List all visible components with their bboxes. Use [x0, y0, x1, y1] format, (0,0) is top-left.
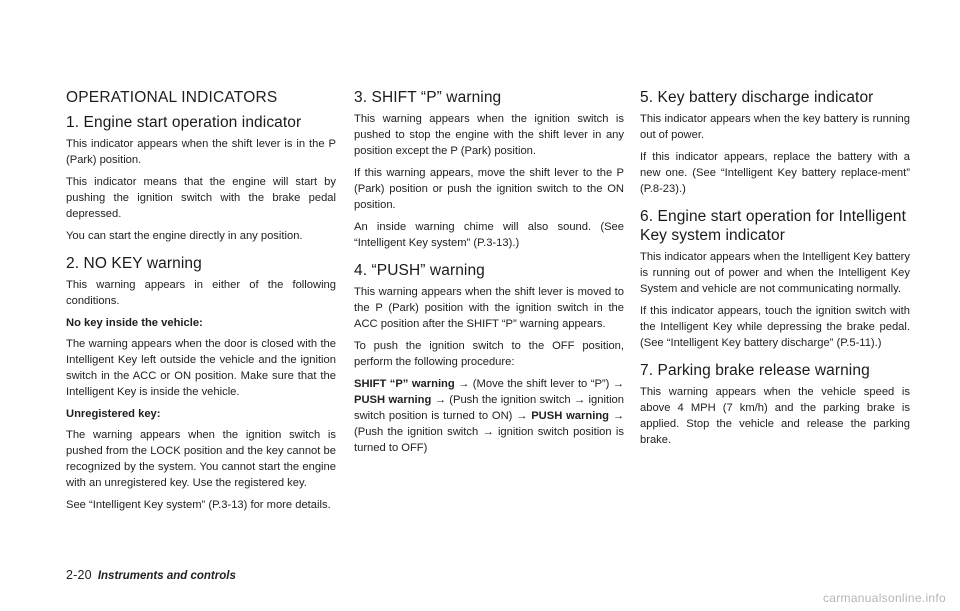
section-title-push: 4. “PUSH” warning: [354, 262, 485, 279]
sequence-step-bold: PUSH warning: [531, 410, 609, 422]
section-title-key-battery: 5. Key battery discharge indicator: [640, 89, 874, 106]
paragraph: The warning appears when the ignition switch is pushed from the LOCK position and the key cannot be recognized by the system. You cannot start the engine with an unregistered key. Use the registered key.: [66, 429, 336, 489]
paragraph: This warning appears when the ignition switch is pushed to stop the engine with the shift lever in any position except the P (Park) position.: [354, 113, 624, 157]
paragraph: If this warning appears, move the shift lever to the P (Park) position or push the ignition switch to the ON position.: [354, 167, 624, 211]
page-footer: [66, 568, 236, 582]
page-heading: OPERATIONAL INDICATORS: [66, 89, 278, 106]
sequence-step-bold: SHIFT “P” warning: [354, 378, 455, 390]
subheading-no-key-inside: No key inside the vehicle:: [66, 317, 203, 329]
paragraph: This indicator means that the engine will start by pushing the ignition switch with the brake pedal depressed.: [66, 176, 336, 220]
paragraph: This indicator appears when the key battery is running out of power.: [640, 113, 910, 141]
paragraph: If this indicator appears, replace the battery with a new one. (See “Intelligent Key battery replace-ment” (P.8-23).): [640, 151, 910, 195]
sequence-text: → (Push the ignition switch → ignition switch position is turned to ON) →: [354, 394, 625, 422]
paragraph: See “Intelligent Key system” (P.3-13) for more details.: [66, 499, 331, 511]
section-title-parking-brake: 7. Parking brake release warning: [640, 362, 870, 379]
chapter-title: Instruments and controls: [97, 570, 236, 582]
sequence-text: → (Push the ignition switch → ignition switch position is turned to OFF): [354, 410, 625, 454]
section-title-shift-p: 3. SHIFT “P” warning: [354, 89, 502, 106]
section-title-engine-start: 1. Engine start operation indicator: [66, 114, 302, 131]
section-title-engine-start-ik: 6. Engine start operation for Intelligent Key system indicator: [640, 208, 907, 244]
paragraph: This indicator appears when the shift lever is in the P (Park) position.: [66, 138, 336, 166]
page-number: 2-20: [66, 568, 92, 582]
paragraph: The warning appears when the door is closed with the Intelligent Key left outside the vehicle and the ignition switch in the ACC or ON position. Make sure that the Intelligent Key is inside the vehicle.: [66, 338, 336, 398]
subheading-unregistered-key: Unregistered key:: [66, 408, 161, 420]
paragraph: You can start the engine directly in any position.: [66, 230, 303, 242]
paragraph: This warning appears in either of the following conditions.: [66, 279, 336, 307]
paragraph: If this indicator appears, touch the ignition switch with the Intelligent Key while depressing the brake pedal. (See “Intelligent Key battery discharge” (P.5-11).): [640, 305, 910, 349]
column-middle: [354, 88, 624, 462]
column-right: [640, 88, 910, 454]
watermark: carmanualsonline.info: [822, 591, 946, 605]
paragraph: This indicator appears when the Intelligent Key battery is running out of power and when the Intelligent Key System and vehicle are not communicating normally.: [640, 251, 910, 295]
section-title-no-key: 2. NO KEY warning: [66, 255, 202, 272]
column-left: [66, 88, 336, 519]
procedure-sequence: [354, 376, 624, 456]
sequence-text: → (Move the shift lever to “P”) →: [454, 378, 624, 390]
paragraph: This warning appears when the shift lever is moved to the P (Park) position with the ignition switch in the ACC position after the SHIFT “P” warning appears.: [354, 286, 624, 330]
paragraph: To push the ignition switch to the OFF position, perform the following procedure:: [354, 340, 624, 368]
paragraph: This warning appears when the vehicle speed is above 4 MPH (7 km/h) and the parking brake is applied. Stop the vehicle and release the parking brake.: [640, 386, 910, 446]
sequence-step-bold: PUSH warning: [354, 394, 432, 406]
paragraph: An inside warning chime will also sound. (See “Intelligent Key system” (P.3-13).): [354, 221, 624, 249]
